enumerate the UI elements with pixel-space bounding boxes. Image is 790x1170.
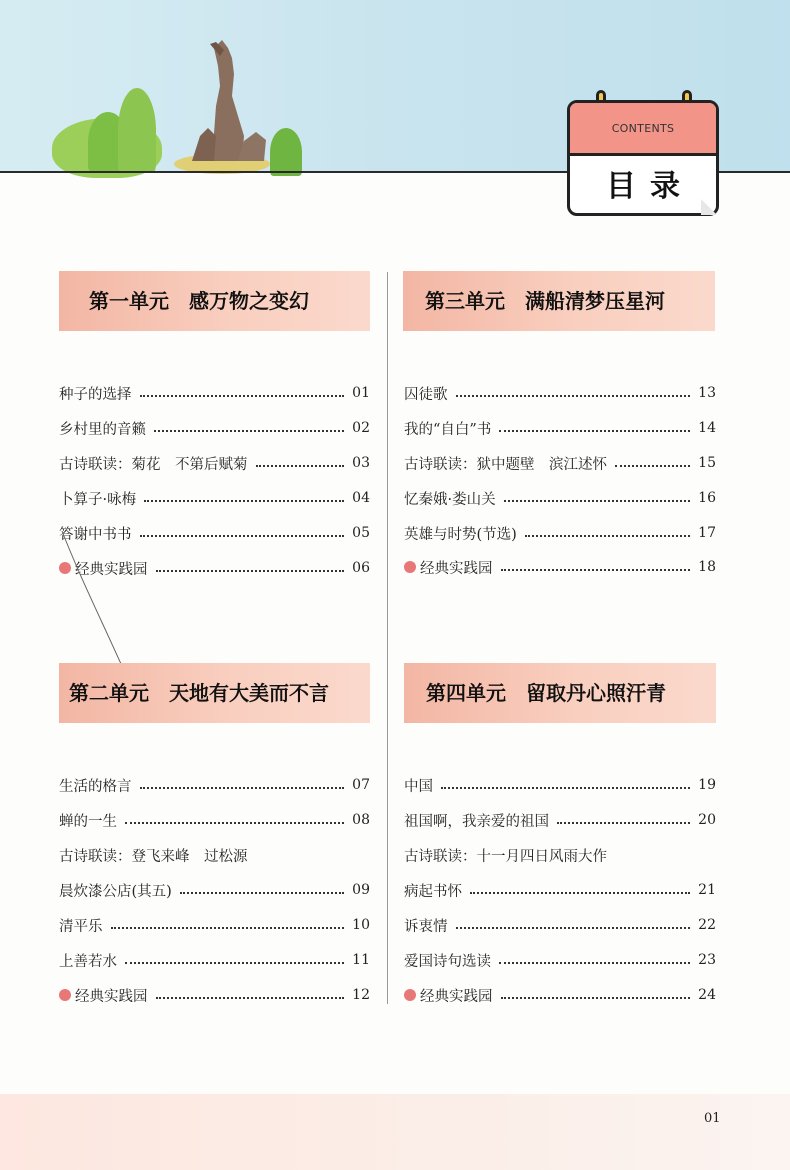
entry-page: 24: [698, 987, 716, 1003]
unit-2-title: 第二单元 天地有大美而不言: [69, 681, 329, 705]
toc-entry[interactable]: [59, 486, 370, 510]
dot-leader: [256, 465, 345, 467]
entry-title: 蝉的一生: [59, 813, 117, 830]
entry-title: 病起书怀: [404, 883, 462, 900]
dot-leader: [499, 430, 690, 432]
contents-title: 目录: [606, 169, 694, 204]
entry-title: 答谢中书书: [59, 526, 132, 543]
entry-page: 18: [698, 559, 716, 575]
entry-title: 经典实践园: [75, 561, 148, 578]
entry-title: 我的“自白”书: [404, 421, 492, 438]
dot-leader: [499, 962, 690, 964]
toc-entry[interactable]: [404, 773, 716, 797]
dot-leader: [140, 535, 345, 537]
entry-page: 17: [698, 525, 716, 541]
entry-page: 08: [352, 812, 370, 828]
toc-entry-practice[interactable]: [404, 555, 716, 579]
entry-page: 05: [352, 525, 370, 541]
toc-entry[interactable]: [404, 486, 716, 510]
entry-title: 种子的选择: [59, 386, 132, 403]
toc-entry[interactable]: [404, 416, 716, 440]
dot-leader: [154, 430, 344, 432]
entry-title: 卜算子·咏梅: [59, 491, 137, 508]
toc-entry[interactable]: [404, 381, 716, 405]
entry-page: 13: [698, 385, 716, 401]
entry-title: 上善若水: [59, 953, 117, 970]
bullet-dot-icon: [404, 989, 416, 1001]
entry-page: 21: [698, 882, 716, 898]
dot-leader: [456, 395, 691, 397]
entry-title: 古诗联读：登飞来峰 过松源: [59, 848, 248, 865]
unit-4-header[interactable]: [404, 663, 716, 723]
toc-entry[interactable]: [404, 843, 716, 867]
toc-entry[interactable]: [59, 381, 370, 405]
entry-page: 09: [352, 882, 370, 898]
entry-page: 02: [352, 420, 370, 436]
toc-entry[interactable]: [59, 773, 370, 797]
entry-title: 古诗联读：十一月四日风雨大作: [404, 848, 607, 865]
contents-badge: [567, 100, 719, 216]
unit-2-header[interactable]: [59, 663, 370, 723]
entry-title: 诉衷情: [404, 918, 448, 935]
toc-entry[interactable]: [404, 913, 716, 937]
unit-4-title: 第四单元 留取丹心照汗青: [426, 681, 666, 705]
dot-leader: [470, 892, 690, 894]
toc-entry[interactable]: [59, 416, 370, 440]
dot-leader: [140, 787, 345, 789]
toc-entry[interactable]: [404, 948, 716, 972]
entry-title: 祖国啊，我亲爱的祖国: [404, 813, 549, 830]
entry-page: 04: [352, 490, 370, 506]
unit-1-header[interactable]: [59, 271, 370, 331]
column-divider: [387, 272, 388, 1004]
unit-3-header[interactable]: [403, 271, 715, 331]
contents-badge-top: [570, 103, 716, 156]
entry-title: 忆秦娥·娄山关: [404, 491, 496, 508]
unit-3-title: 第三单元 满船清梦压星河: [425, 289, 665, 313]
toc-entry[interactable]: [59, 878, 370, 902]
entry-title: 中国: [404, 778, 433, 795]
entry-page: 15: [698, 455, 716, 471]
toc-entry[interactable]: [59, 451, 370, 475]
entry-title: 古诗联读：菊花 不第后赋菊: [59, 456, 248, 473]
goat-statue-icon: [172, 36, 282, 176]
entry-title: 经典实践园: [75, 988, 148, 1005]
entry-page: 06: [352, 560, 370, 576]
page-number: 01: [704, 1111, 721, 1126]
entry-page: 16: [698, 490, 716, 506]
entry-page: 20: [698, 812, 716, 828]
contents-label-en: CONTENTS: [611, 122, 675, 135]
toc-entry[interactable]: [59, 948, 370, 972]
entry-title: 经典实践园: [420, 560, 493, 577]
entry-title: 英雄与时势(节选): [404, 526, 517, 543]
dot-leader: [156, 997, 345, 999]
entry-page: 07: [352, 777, 370, 793]
dot-leader: [111, 927, 345, 929]
entry-title: 爱国诗句选读: [404, 953, 491, 970]
dot-leader: [456, 927, 691, 929]
entry-page: 14: [698, 420, 716, 436]
dot-leader: [125, 962, 344, 964]
toc-entry[interactable]: [404, 521, 716, 545]
entry-title: 乡村里的音籁: [59, 421, 146, 438]
toc-entry-practice[interactable]: [404, 983, 716, 1007]
dot-leader: [504, 500, 691, 502]
dot-leader: [180, 892, 344, 894]
entry-page: 22: [698, 917, 716, 933]
entry-title: 生活的格言: [59, 778, 132, 795]
dot-leader: [156, 570, 345, 572]
page-fold-icon: [701, 199, 717, 215]
dot-leader: [525, 535, 690, 537]
entry-title: 清平乐: [59, 918, 103, 935]
entry-page: 03: [352, 455, 370, 471]
bullet-dot-icon: [59, 989, 71, 1001]
footer-band: [0, 1094, 790, 1170]
entry-page: 19: [698, 777, 716, 793]
dot-leader: [441, 787, 690, 789]
toc-entry[interactable]: [404, 451, 716, 475]
entry-title: 古诗联读：狱中题壁 滨江述怀: [404, 456, 607, 473]
dot-leader: [125, 822, 344, 824]
entry-page: 10: [352, 917, 370, 933]
entry-title: 经典实践园: [420, 988, 493, 1005]
dot-leader: [615, 465, 690, 467]
unit-1-title: 第一单元 感万物之变幻: [89, 289, 309, 313]
entry-title: 晨炊漆公店(其五): [59, 883, 172, 900]
entry-title: 囚徒歌: [404, 386, 448, 403]
dot-leader: [144, 500, 344, 502]
dot-leader: [557, 822, 690, 824]
toc-entry[interactable]: [404, 878, 716, 902]
pencil-mark-icon: [60, 527, 128, 677]
bullet-dot-icon: [404, 561, 416, 573]
entry-page: 23: [698, 952, 716, 968]
dot-leader: [140, 395, 345, 397]
toc-entry[interactable]: [59, 843, 370, 867]
entry-page: 11: [352, 952, 370, 968]
entry-page: 01: [352, 385, 370, 401]
toc-entry[interactable]: [59, 913, 370, 937]
toc-entry[interactable]: [59, 808, 370, 832]
dot-leader: [501, 997, 691, 999]
toc-entry-practice[interactable]: [59, 983, 370, 1007]
tree-illustration: [118, 88, 156, 173]
entry-page: 12: [352, 987, 370, 1003]
dot-leader: [501, 569, 691, 571]
toc-entry[interactable]: [404, 808, 716, 832]
